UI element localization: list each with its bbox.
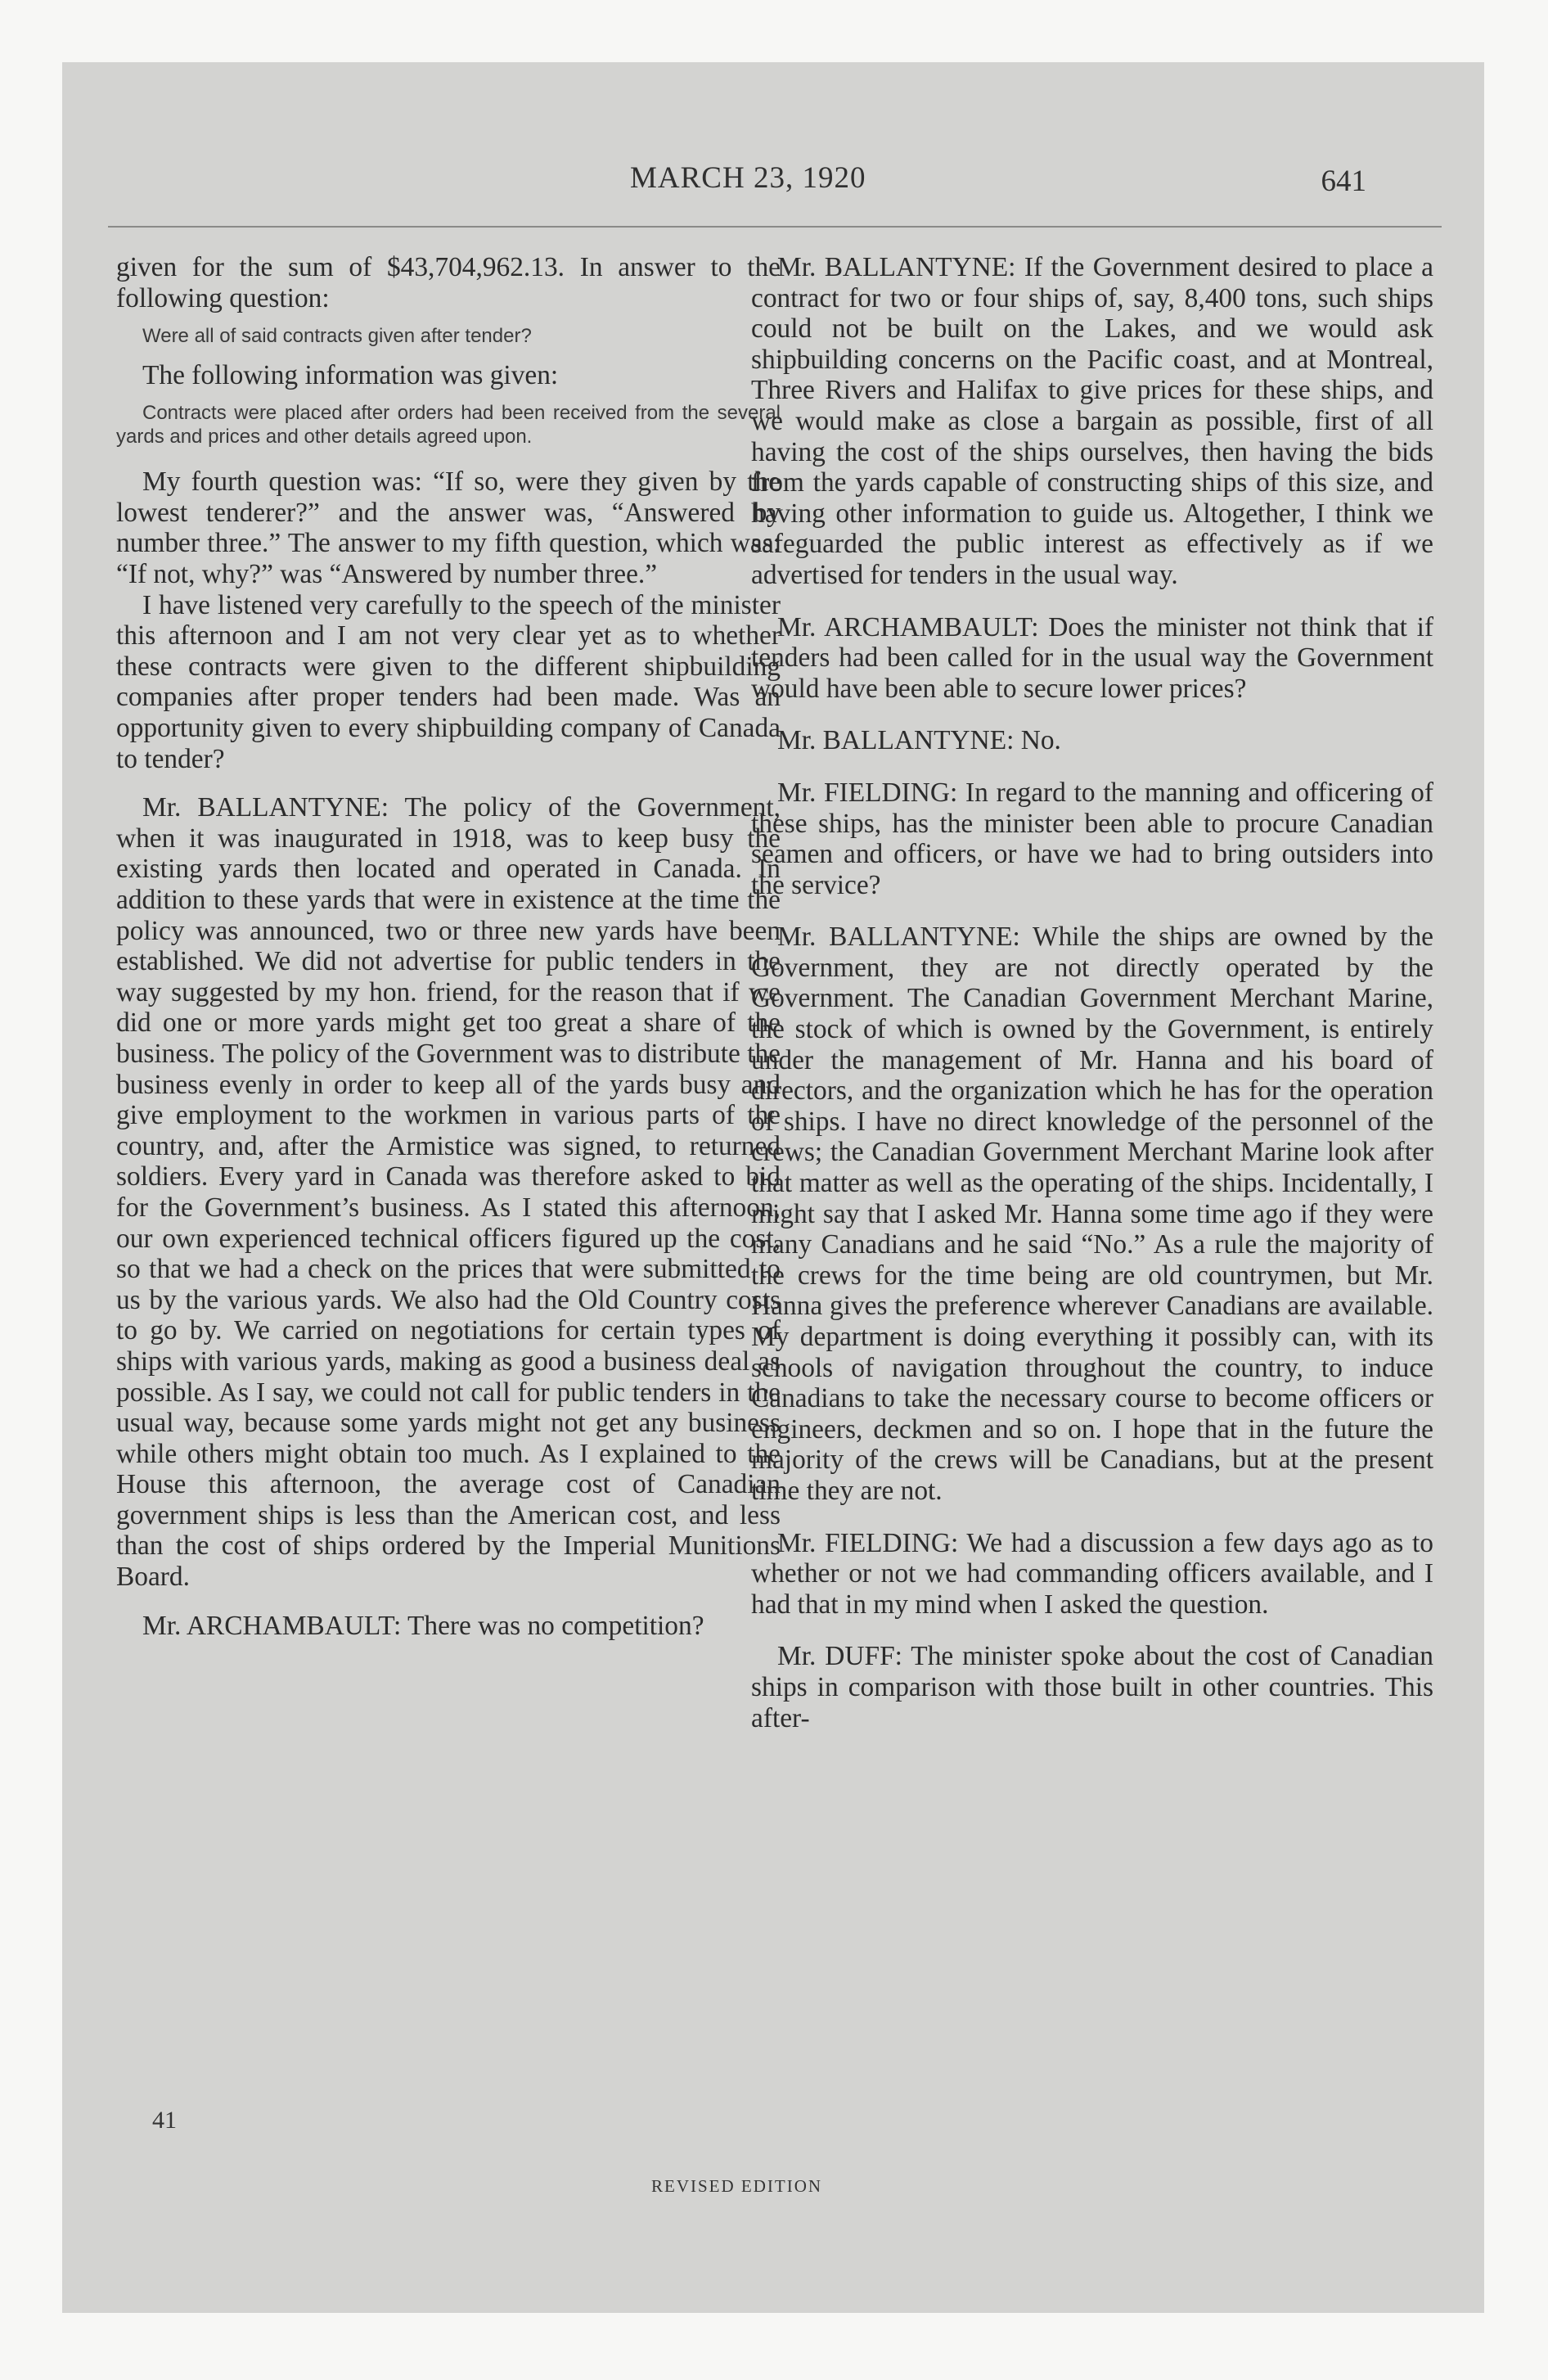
paragraph: The following information was given: <box>142 359 559 390</box>
paragraph: My fourth question was: “If so, were they given by the lowest tenderer?” and the answer was, “Answered by number three.” The answer to my fifth question, which was: “If not, why?” was “Answered by number three.” <box>116 467 781 590</box>
page-header <box>62 160 1484 210</box>
paragraph: Mr. FIELDING: We had a discussion a few days ago as to whether or not we had commanding officers available, and I had that in my mind when I asked the question. <box>751 1527 1433 1620</box>
header-date: MARCH 23, 1920 <box>630 161 866 195</box>
footer-edition: REVISED EDITION <box>651 2176 823 2196</box>
header-rule <box>108 226 1442 228</box>
paragraph: I have listened very carefully to the speech of the minister this afternoon and I am not very clear yet as to whether these contracts were given to the different shipbuilding companies after proper tenders had been made. Was an opportunity given to every shipbuilding company of Canada to tender? <box>116 589 781 774</box>
answer-quote: Contracts were placed after orders had been received from the several yards and prices and other details agreed upon. <box>116 402 781 448</box>
paragraph: Mr. ARCHAMBAULT: There was no competition? <box>142 1610 704 1641</box>
document-page <box>62 62 1484 2313</box>
paragraph: given for the sum of $43,704,962.13. In answer to the following question: <box>116 252 781 313</box>
paragraph: Mr. BALLANTYNE: No. <box>777 725 1061 756</box>
header-page-number: 641 <box>1321 165 1366 198</box>
question-quote: Were all of said contracts given after tender? <box>142 325 532 348</box>
paragraph: Mr. ARCHAMBAULT: Does the minister not think that if tenders had been called for in the usual way the Government would have been able to secure lower prices? <box>751 611 1433 704</box>
signature-mark: 41 <box>152 2107 177 2134</box>
paragraph: Mr. FIELDING: In regard to the manning and officering of these ships, has the minister been able to procure Canadian seamen and officers, or have we had to bring outsiders into the service? <box>751 777 1433 900</box>
paragraph: Mr. BALLANTYNE: While the ships are owned by the Government, they are not directly operated by the Government. The Canadian Government Merchant Marine, the stock of which is owned by the Government, is entirely under the management of Mr. Hanna and his board of directors, and the organization which he has for the operation of ships. I have no direct knowledge of the personnel of the crews; the Canadian Government Merchant Marine look after that matter as well as the operating of the ships. Incidentally, I might say that I asked Mr. Hanna some time ago if they were many Canadians and he said “No.” As a rule the majority of the crews for the time being are old countrymen, but Mr. Hanna gives the preference wherever Canadians are available. My department is doing everything it possibly can, with its schools of navigation throughout the country, to induce Canadians to take the necessary course to become officers or engineers, deckmen and so on. I hope that in the future the majority of the crews will be Canadians, but at the present time they are not. <box>751 922 1433 1506</box>
right-column <box>751 252 1433 1733</box>
paragraph: Mr. BALLANTYNE: If the Government desired to place a contract for two or four ships of, say, 8,400 tons, such ships could not be built on the Lakes, and we would ask shipbuilding concerns on the Pacific coast, and at Montreal, Three Rivers and Halifax to give prices for these ships, and we would make as close a bargain as possible, first of all having the cost of the ships ourselves, then having the bids from the yards capable of constructing ships of this size, and having other information to guide us. Altogether, I think we safeguarded the public interest as effectively as if we advertised for tenders in the usual way. <box>751 252 1433 590</box>
paragraph: Mr. DUFF: The minister spoke about the cost of Canadian ships in comparison with those built in other countries. This after- <box>751 1641 1433 1733</box>
left-column <box>116 252 781 1641</box>
paragraph: Mr. BALLANTYNE: The policy of the Government, when it was inaugurated in 1918, was to keep busy the existing yards then located and operated in Canada. In addition to these yards that were in existence at the time the policy was announced, two or three new yards have been established. We did not advertise for public tenders in the way suggested by my hon. friend, for the reason that if we did one or more yards might get too great a share of the business. The policy of the Government was to distribute the business evenly in order to keep all of the yards busy and give employment to the workmen in various parts of the country, and, after the Armistice was signed, to returned soldiers. Every yard in Canada was therefore asked to bid for the Government’s business. As I stated this afternoon, our own experienced technical officers figured up the cost, so that we had a check on the prices that were submitted to us by the various yards. We also had the Old Country costs to go by. We carried on negotiations for certain types of ships with various yards, making as good a business deal as possible. As I say, we could not call for public tenders in the usual way, because some yards might not get any business while others might obtain too much. As I explained to the House this afternoon, the average cost of Canadian government ships is less than the American cost, and less than the cost of ships ordered by the Imperial Munitions Board. <box>116 792 781 1593</box>
